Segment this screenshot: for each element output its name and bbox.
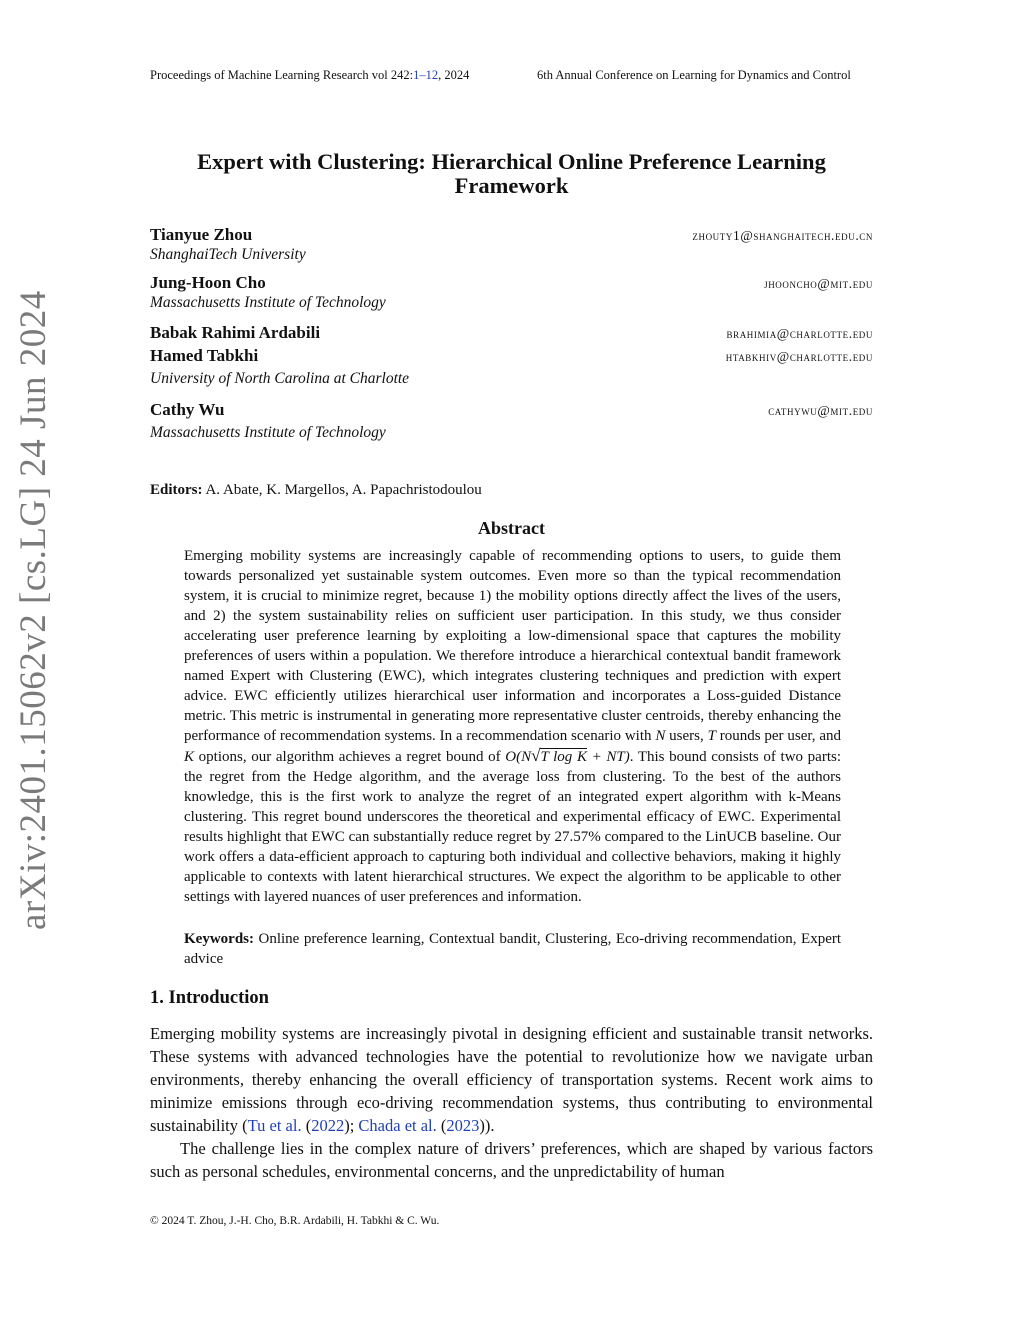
abstract-heading: Abstract [478, 518, 545, 538]
citation-tu-year[interactable]: 2022 [311, 1116, 345, 1135]
paper-title: Expert with Clustering: Hierarchical Online Preference Learning Framework [197, 149, 826, 198]
author-email[interactable]: jhooncho@mit.edu [764, 276, 873, 291]
abstract-body: Emerging mobility systems are increasingly capable of recommending options to users, to guide them towards personalized yet sustainable system outcomes. Even more so than the typical recommendation system, it is crucial to minimize regret, because 1) the mobility options directly affect the lives of the users, and 2) the system sustainability relies on sufficient user participation. In this study, we thus consider accelerating user preference learning by exploiting a low-dimensional space that captures the mobility preferences of users within a population. We therefore introduce a hierarchical contextual bandit framework named Expert with Clustering (EWC), which integrates clustering techniques and prediction with expert advice. EWC efficiently utilizes hierarchical user information and incorporates a Loss-guided Distance metric. This metric is instrumental in generating more representative cluster centroids, thereby enhancing the performance of recommendation systems. In a recommendation scenario with N users, T rounds per user, and K options, our algorithm achieves a regret bound of O(N√T log K + NT). This bound consists of two parts: the regret from the Hedge algorithm, and the average loss from clustering. To the best of the authors knowledge, this is the first work to analyze the regret of an integrated expert algorithm with k-Means clustering. This regret bound underscores the theoretical and experimental efficacy of EWC. Experimental results highlight that EWC can substantially reduce regret by 27.57% compared to the LinUCB baseline. Our work offers a data-efficient approach to capturing both individual and collective behaviors, making it highly applicable to contexts with latent hierarchical structures. We expect the algorithm to be applicable to other settings with layered nuances of user preferences and information. [184, 548, 841, 905]
citation-tu-author[interactable]: Tu et al. [247, 1116, 302, 1135]
author-email[interactable]: htabkhiv@charlotte.edu [725, 349, 873, 364]
author-name: Cathy Wu [150, 400, 225, 419]
author-affiliation: ShanghaiTech University [150, 246, 306, 263]
regret-bound-formula: O(N√T log K + NT) [505, 746, 630, 765]
intro-paragraph-2: The challenge lies in the complex nature of drivers’ preferences, which are shaped by various factors such as personal schedules, environmental concerns, and the unpredictability of human [150, 1139, 873, 1181]
author-email[interactable]: brahimia@charlotte.edu [726, 326, 873, 341]
introduction-body [150, 1022, 873, 1183]
page-range-link[interactable]: 1–12 [413, 68, 439, 82]
running-header-right: 6th Annual Conference on Learning for Dynamics and Control [537, 68, 851, 82]
author-name: Babak Rahimi Ardabili [150, 323, 321, 342]
author-affiliation: University of North Carolina at Charlotte [150, 370, 410, 387]
author-name: Hamed Tabkhi [150, 346, 259, 365]
arxiv-sidebar-stamp: arXiv:2401.15062v2 [cs.LG] 24 Jun 2024 [13, 290, 54, 930]
author-email[interactable]: zhouty1@shanghaitech.edu.cn [692, 228, 873, 243]
editors-line: Editors: A. Abate, K. Margellos, A. Papachristodoulou [150, 482, 482, 498]
citation-chada-year[interactable]: 2023 [446, 1116, 480, 1135]
author-affiliation: Massachusetts Institute of Technology [150, 424, 386, 441]
author-name: Jung-Hoon Cho [150, 273, 266, 292]
keywords-line: Keywords: Online preference learning, Contextual bandit, Clustering, Eco-driving recommendation, Expert advice [184, 931, 842, 967]
intro-paragraph-1: Emerging mobility systems are increasingly pivotal in designing efficient and sustainable transit networks. These systems with advanced technologies have the potential to revolutionize how we navigate urban environments, thereby enhancing the overall efficiency of transportation systems. Recent work aims to minimize emissions through eco-driving recommendation systems, thus contributing to environmental sustainability (Tu et al. (2022); Chada et al. (2023)). [150, 1024, 873, 1135]
running-header-left: Proceedings of Machine Learning Research vol 242:1–12, 2024 [150, 68, 470, 82]
author-affiliation: Massachusetts Institute of Technology [150, 294, 386, 311]
copyright-footer: © 2024 T. Zhou, J.-H. Cho, B.R. Ardabili, H. Tabkhi & C. Wu. [150, 1215, 440, 1227]
citation-chada-author[interactable]: Chada et al. [358, 1116, 437, 1135]
author-email[interactable]: cathywu@mit.edu [768, 403, 873, 418]
author-name: Tianyue Zhou [150, 225, 253, 244]
section-heading-introduction: 1. Introduction [150, 988, 269, 1008]
